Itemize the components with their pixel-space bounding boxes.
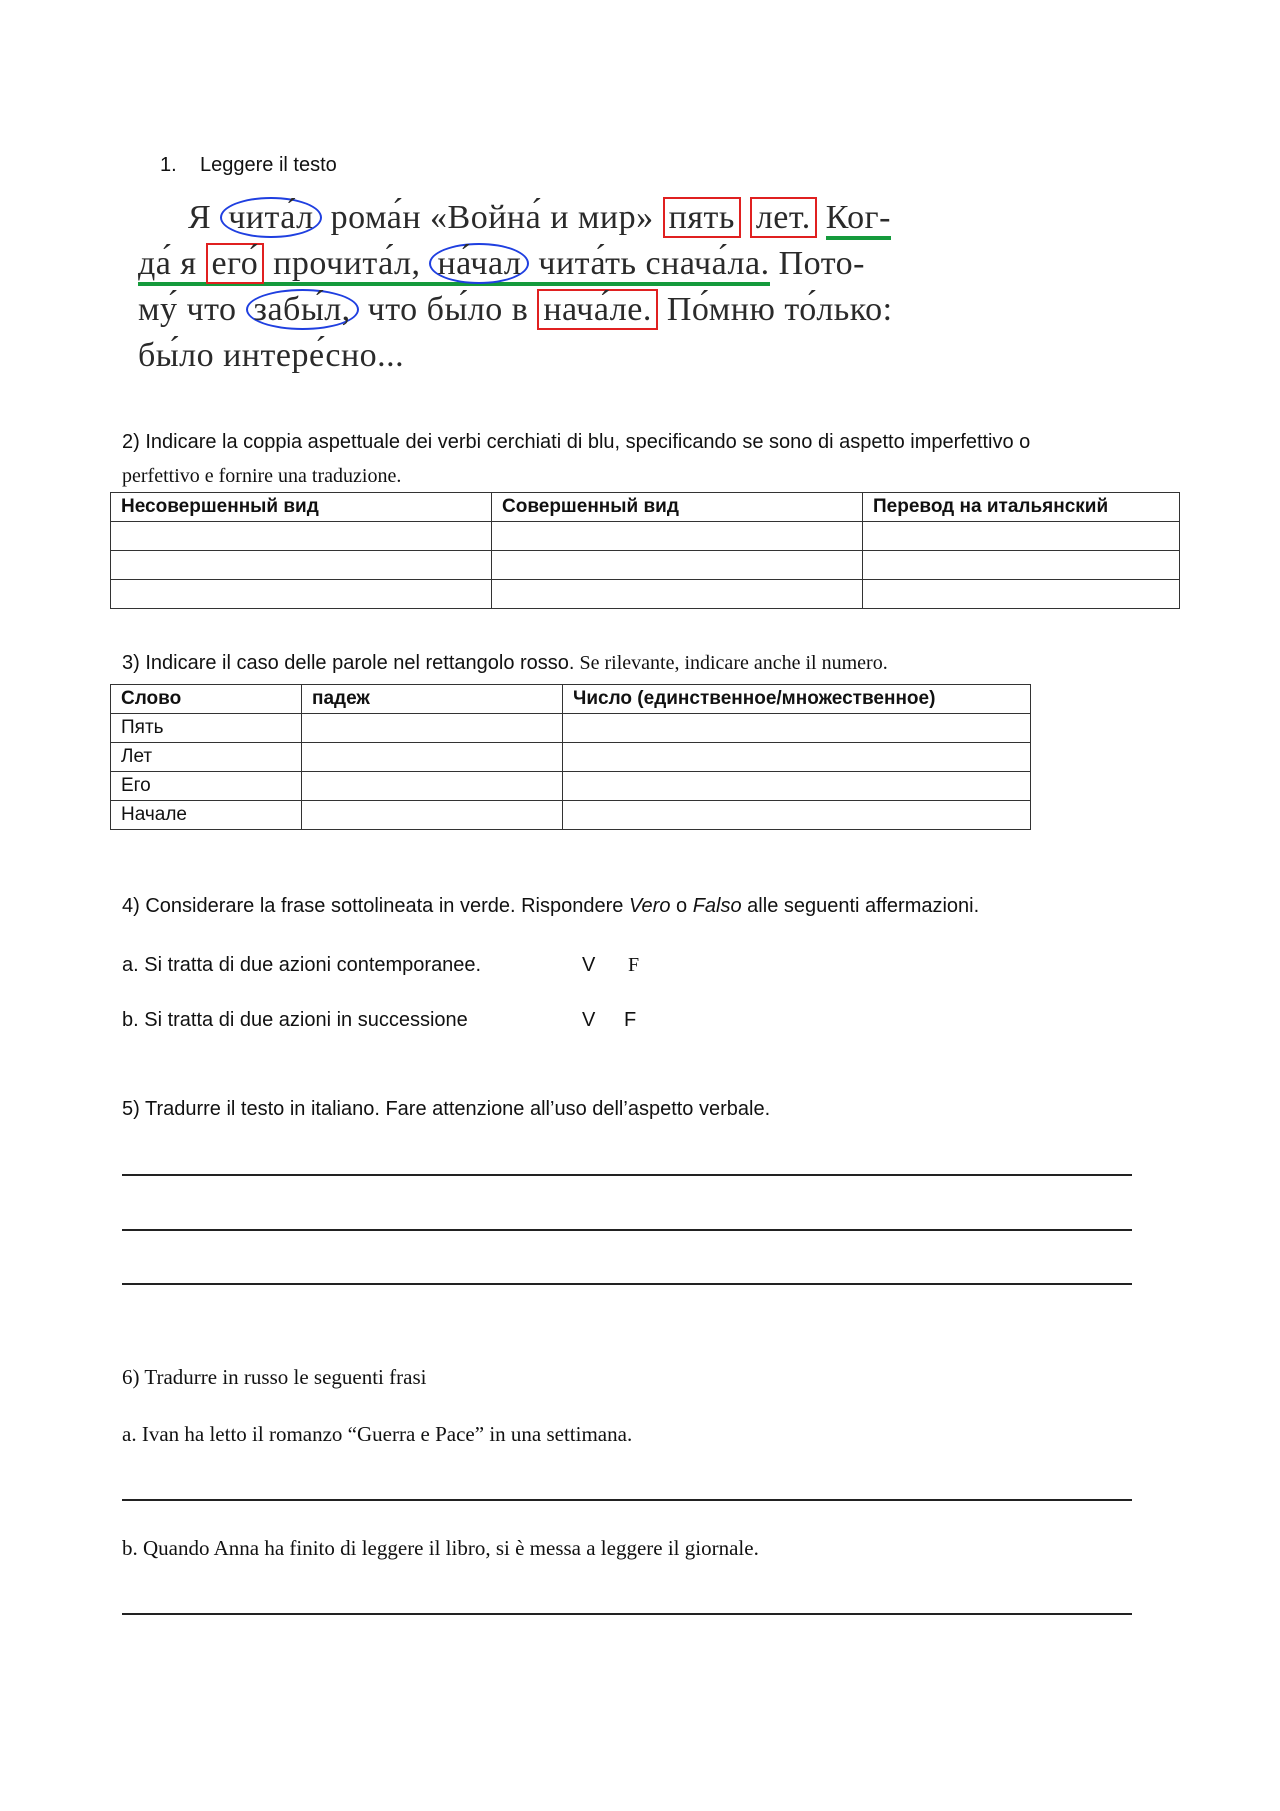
red-boxed-word: его́	[206, 243, 265, 284]
answer-cell[interactable]	[563, 743, 1031, 772]
col-case: падеж	[302, 685, 563, 714]
red-boxed-word: нача́ле.	[537, 289, 657, 330]
word-cell: Начале	[111, 801, 302, 830]
answer-cell[interactable]	[111, 522, 492, 551]
blue-circled-verb: забы́л,	[246, 289, 359, 330]
text-line-4: бы́ло интере́сно...	[138, 337, 405, 374]
col-translation: Перевод на итальянский	[863, 493, 1180, 522]
green-underlined-text: да́ я его́ прочита́л, на́чал чита́ть снача́ла.	[138, 245, 770, 286]
answer-line[interactable]	[122, 1499, 1132, 1501]
answer-cell[interactable]	[863, 551, 1180, 580]
russian-reading-text	[138, 195, 893, 379]
true-option-b[interactable]: V	[582, 1009, 596, 1031]
table-row	[111, 580, 1180, 609]
col-word: Слово	[111, 685, 302, 714]
answer-cell[interactable]	[492, 522, 863, 551]
answer-cell[interactable]	[111, 580, 492, 609]
word-cell: Пять	[111, 714, 302, 743]
table-row	[111, 772, 1031, 801]
answer-cell[interactable]	[563, 714, 1031, 743]
table-row	[111, 522, 1180, 551]
text-line-1: Я чита́л рома́н «Война́ и мир» пять лет. Ког-	[138, 195, 893, 241]
false-option-b[interactable]: F	[624, 1009, 637, 1031]
col-perfective: Совершенный вид	[492, 493, 863, 522]
statement-a: a. Si tratta di due azioni contemporanee.	[122, 954, 482, 976]
red-boxed-word: лет.	[750, 197, 817, 238]
false-option-a[interactable]: F	[628, 954, 640, 976]
answer-cell[interactable]	[302, 714, 563, 743]
sentence-a: a. Ivan ha letto il romanzo “Guerra e Pace” in una settimana.	[122, 1422, 633, 1446]
answer-line[interactable]	[122, 1174, 1132, 1176]
section5-prompt: 5) Tradurre il testo in italiano. Fare attenzione all’uso dell’aspetto verbale.	[122, 1098, 771, 1120]
text-line-3: му́ что забы́л, что бы́ло в нача́ле. По́мню то́лько:	[138, 291, 893, 328]
section1-title: Leggere il testo	[200, 154, 337, 176]
answer-cell[interactable]	[563, 772, 1031, 801]
blue-circled-verb: на́чал	[429, 243, 529, 284]
col-number: Число (единственное/множественное)	[563, 685, 1031, 714]
answer-cell[interactable]	[492, 551, 863, 580]
answer-cell[interactable]	[492, 580, 863, 609]
answer-cell[interactable]	[302, 801, 563, 830]
section4-prompt: 4) Considerare la frase sottolineata in verde. Rispondere Vero o Falso alle seguenti affermazioni.	[122, 895, 980, 917]
case-table	[110, 684, 1031, 830]
table-row	[111, 551, 1180, 580]
red-boxed-word: пять	[663, 197, 741, 238]
answer-cell[interactable]	[563, 801, 1031, 830]
table-header-row	[111, 493, 1180, 522]
answer-cell[interactable]	[302, 743, 563, 772]
answer-line[interactable]	[122, 1283, 1132, 1285]
word-cell: Его	[111, 772, 302, 801]
section1-number: 1.	[160, 154, 177, 176]
blue-circled-verb: чита́л	[220, 197, 321, 238]
table-header-row	[111, 685, 1031, 714]
section3-prompt: 3) Indicare il caso delle parole nel rettangolo rosso. Se rilevante, indicare anche il numero.	[122, 652, 888, 674]
sentence-b: b. Quando Anna ha finito di leggere il libro, si è messa a leggere il giornale.	[122, 1536, 759, 1560]
statement-b: b. Si tratta di due azioni in successione	[122, 1009, 468, 1031]
answer-line[interactable]	[122, 1613, 1132, 1615]
text-line-2: да́ я его́ прочита́л, на́чал чита́ть снача́ла. Пото-	[138, 241, 893, 287]
table-row	[111, 801, 1031, 830]
section1-heading	[160, 154, 337, 177]
col-imperfective: Несовершенный вид	[111, 493, 492, 522]
green-underlined-text: Ког-	[826, 199, 891, 240]
answer-cell[interactable]	[863, 522, 1180, 551]
answer-cell[interactable]	[111, 551, 492, 580]
answer-cell[interactable]	[302, 772, 563, 801]
answer-cell[interactable]	[863, 580, 1180, 609]
section2-prompt: 2) Indicare la coppia aspettuale dei verbi cerchiati di blu, specificando se sono di aspetto imperfettivo o perfettivo e fornire una traduzione.	[122, 431, 1031, 487]
section6-prompt: 6) Tradurre in russo le seguenti frasi	[122, 1365, 427, 1389]
aspect-pairs-table	[110, 492, 1180, 609]
word-cell: Лет	[111, 743, 302, 772]
table-row	[111, 714, 1031, 743]
table-row	[111, 743, 1031, 772]
answer-line[interactable]	[122, 1229, 1132, 1231]
true-option-a[interactable]: V	[582, 954, 596, 976]
